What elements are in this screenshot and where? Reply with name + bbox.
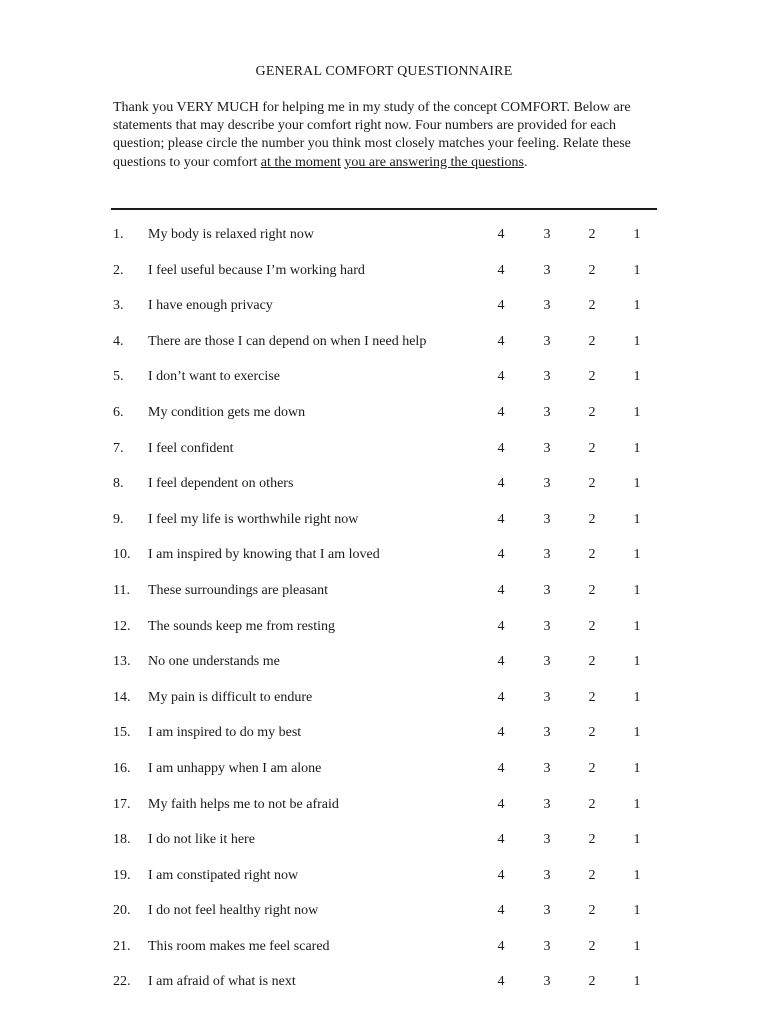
rating-option-1[interactable]: 1 [633, 333, 641, 349]
question-number: 2. [113, 262, 124, 278]
rating-option-3[interactable]: 3 [543, 618, 551, 634]
question-row [0, 509, 768, 545]
question-statement: My condition gets me down [148, 404, 306, 420]
question-row [0, 473, 768, 509]
rating-option-1[interactable]: 1 [633, 404, 641, 420]
rating-option-2[interactable]: 2 [588, 476, 596, 492]
question-statement: I am unhappy when I am alone [148, 760, 322, 776]
rating-option-2[interactable]: 2 [588, 547, 596, 563]
question-statement: I do not feel healthy right now [148, 903, 319, 919]
rating-option-3[interactable]: 3 [543, 867, 551, 883]
rating-option-4[interactable]: 4 [497, 440, 505, 456]
intro-underline-moment: at the moment [260, 154, 341, 170]
question-number: 3. [113, 298, 124, 314]
question-number: 18. [113, 832, 131, 848]
rating-option-4[interactable]: 4 [497, 618, 505, 634]
rating-option-2[interactable]: 2 [588, 725, 596, 741]
question-statement: I feel dependent on others [148, 476, 294, 492]
rating-option-2[interactable]: 2 [588, 867, 596, 883]
question-list [0, 224, 768, 1007]
rating-option-4[interactable]: 4 [497, 262, 505, 278]
intro-text: Thank you VERY MUCH for helping me in my study of the concept COMFORT. Below are statements that may describe your comfort right now. Four numbers are provided for each question; please circle the number you think most closely matches your feeling. Relate these questions to your comfort [113, 100, 631, 170]
question-number: 4. [113, 333, 124, 349]
question-number: 20. [113, 903, 131, 919]
question-statement: I feel confident [148, 440, 234, 456]
question-statement: This room makes me feel scared [148, 938, 330, 954]
rating-option-4[interactable]: 4 [497, 227, 505, 242]
rating-option-4[interactable]: 4 [497, 832, 505, 848]
question-statement: I am inspired by knowing that I am loved [148, 547, 380, 563]
question-statement: No one understands me [148, 654, 280, 670]
rating-option-3[interactable]: 3 [543, 903, 551, 919]
question-statement: I have enough privacy [148, 298, 273, 314]
question-statement: I feel my life is worthwhile right now [148, 511, 359, 527]
rating-option-1[interactable]: 1 [633, 476, 641, 492]
rating-option-3[interactable]: 3 [543, 511, 551, 527]
rating-option-1[interactable]: 1 [633, 440, 641, 456]
rating-option-2[interactable]: 2 [588, 511, 596, 527]
question-statement: I feel useful because I’m working hard [148, 262, 365, 278]
rating-option-4[interactable]: 4 [497, 796, 505, 812]
rating-option-1[interactable]: 1 [633, 369, 641, 385]
rating-option-3[interactable]: 3 [543, 298, 551, 314]
rating-option-1[interactable]: 1 [633, 511, 641, 527]
rating-option-4[interactable]: 4 [497, 654, 505, 670]
rating-option-2[interactable]: 2 [588, 298, 596, 314]
rating-option-1[interactable]: 1 [633, 760, 641, 776]
rating-option-1[interactable]: 1 [633, 938, 641, 954]
question-number: 8. [113, 476, 124, 492]
rating-option-2[interactable]: 2 [588, 938, 596, 954]
question-statement: These surroundings are pleasant [148, 582, 328, 598]
rating-option-2[interactable]: 2 [588, 333, 596, 349]
rating-option-4[interactable]: 4 [497, 582, 505, 598]
question-row [0, 366, 768, 402]
rating-option-1[interactable]: 1 [633, 832, 641, 848]
rating-option-1[interactable]: 1 [633, 903, 641, 919]
rating-option-4[interactable]: 4 [497, 511, 505, 527]
question-statement: I don’t want to exercise [148, 369, 280, 385]
question-number: 22. [113, 974, 131, 990]
rating-option-1[interactable]: 1 [633, 867, 641, 883]
question-number: 13. [113, 654, 131, 670]
question-row [0, 794, 768, 830]
rating-option-3[interactable]: 3 [543, 547, 551, 563]
rating-option-3[interactable]: 3 [543, 760, 551, 776]
rating-option-3[interactable]: 3 [543, 404, 551, 420]
rating-option-4[interactable]: 4 [497, 903, 505, 919]
rating-option-4[interactable]: 4 [497, 476, 505, 492]
rating-option-1[interactable]: 1 [633, 262, 641, 278]
question-number: 10. [113, 547, 131, 563]
rating-option-4[interactable]: 4 [497, 725, 505, 741]
rating-option-2[interactable]: 2 [588, 974, 596, 990]
question-row [0, 758, 768, 794]
rating-option-4[interactable]: 4 [497, 974, 505, 990]
question-number: 12. [113, 618, 131, 634]
intro-underline-answering: you are answering the questions [344, 154, 524, 170]
question-row [0, 331, 768, 367]
rating-option-1[interactable]: 1 [633, 974, 641, 990]
question-row [0, 722, 768, 758]
question-row [0, 580, 768, 616]
rating-option-3[interactable]: 3 [543, 440, 551, 456]
rating-option-1[interactable]: 1 [633, 796, 641, 812]
rating-option-3[interactable]: 3 [543, 938, 551, 954]
rating-option-1[interactable]: 1 [633, 582, 641, 598]
rating-option-3[interactable]: 3 [543, 725, 551, 741]
question-statement: My faith helps me to not be afraid [148, 796, 339, 812]
rating-option-1[interactable]: 1 [633, 618, 641, 634]
rating-option-3[interactable]: 3 [543, 832, 551, 848]
rating-option-4[interactable]: 4 [497, 404, 505, 420]
question-row [0, 295, 768, 331]
question-row [0, 260, 768, 296]
question-row [0, 544, 768, 580]
question-statement: My body is relaxed right now [148, 227, 315, 242]
rating-option-2[interactable]: 2 [588, 654, 596, 670]
question-number: 11. [113, 582, 130, 598]
rating-option-3[interactable]: 3 [543, 974, 551, 990]
question-row [0, 438, 768, 474]
question-number: 5. [113, 369, 124, 385]
rating-option-1[interactable]: 1 [633, 298, 641, 314]
question-statement: I am constipated right now [148, 867, 299, 883]
question-row [0, 829, 768, 865]
rating-option-3[interactable]: 3 [543, 262, 551, 278]
rating-option-2[interactable]: 2 [588, 262, 596, 278]
intro-paragraph [113, 99, 661, 172]
question-number: 14. [113, 689, 131, 705]
question-row [0, 936, 768, 972]
rating-option-3[interactable]: 3 [543, 476, 551, 492]
question-row [0, 687, 768, 723]
question-number: 16. [113, 760, 131, 776]
rating-option-4[interactable]: 4 [497, 938, 505, 954]
question-number: 21. [113, 938, 131, 954]
question-number: 9. [113, 511, 124, 527]
rating-option-3[interactable]: 3 [543, 689, 551, 705]
intro-period: . [523, 154, 528, 170]
question-row [0, 224, 768, 260]
question-statement: My pain is difficult to endure [148, 689, 313, 705]
rating-option-2[interactable]: 2 [588, 618, 596, 634]
page-title: GENERAL COMFORT QUESTIONNAIRE [255, 64, 513, 79]
rating-option-2[interactable]: 2 [588, 404, 596, 420]
rating-option-3[interactable]: 3 [543, 369, 551, 385]
question-row [0, 971, 768, 1007]
rating-option-2[interactable]: 2 [588, 832, 596, 848]
rating-option-4[interactable]: 4 [497, 760, 505, 776]
question-statement: I do not like it here [148, 832, 255, 848]
rating-option-3[interactable]: 3 [543, 582, 551, 598]
rating-option-2[interactable]: 2 [588, 796, 596, 812]
question-number: 6. [113, 404, 124, 420]
rating-option-2[interactable]: 2 [588, 440, 596, 456]
rating-option-2[interactable]: 2 [588, 903, 596, 919]
question-number: 17. [113, 796, 131, 812]
rating-option-3[interactable]: 3 [543, 333, 551, 349]
question-number: 1. [113, 227, 124, 242]
question-row [0, 402, 768, 438]
question-statement: I am afraid of what is next [148, 974, 296, 990]
question-number: 15. [113, 725, 131, 741]
header-rule [111, 208, 657, 210]
rating-option-1[interactable]: 1 [633, 725, 641, 741]
rating-option-2[interactable]: 2 [588, 227, 596, 242]
rating-option-1[interactable]: 1 [633, 689, 641, 705]
question-row [0, 900, 768, 936]
question-row [0, 865, 768, 901]
rating-option-3[interactable]: 3 [543, 654, 551, 670]
rating-option-3[interactable]: 3 [543, 796, 551, 812]
rating-option-2[interactable]: 2 [588, 582, 596, 598]
question-row [0, 651, 768, 687]
rating-option-4[interactable]: 4 [497, 333, 505, 349]
rating-option-1[interactable]: 1 [633, 227, 641, 242]
question-statement: I am inspired to do my best [148, 725, 302, 741]
rating-option-4[interactable]: 4 [497, 867, 505, 883]
rating-option-3[interactable]: 3 [543, 227, 551, 242]
rating-option-2[interactable]: 2 [588, 689, 596, 705]
question-statement: The sounds keep me from resting [148, 618, 336, 634]
rating-option-4[interactable]: 4 [497, 547, 505, 563]
question-statement: There are those I can depend on when I need help [148, 333, 427, 349]
rating-option-2[interactable]: 2 [588, 369, 596, 385]
question-number: 7. [113, 440, 124, 456]
rating-option-1[interactable]: 1 [633, 654, 641, 670]
rating-option-4[interactable]: 4 [497, 689, 505, 705]
rating-option-4[interactable]: 4 [497, 369, 505, 385]
question-number: 19. [113, 867, 131, 883]
question-row [0, 616, 768, 652]
rating-option-4[interactable]: 4 [497, 298, 505, 314]
rating-option-1[interactable]: 1 [633, 547, 641, 563]
rating-option-2[interactable]: 2 [588, 760, 596, 776]
